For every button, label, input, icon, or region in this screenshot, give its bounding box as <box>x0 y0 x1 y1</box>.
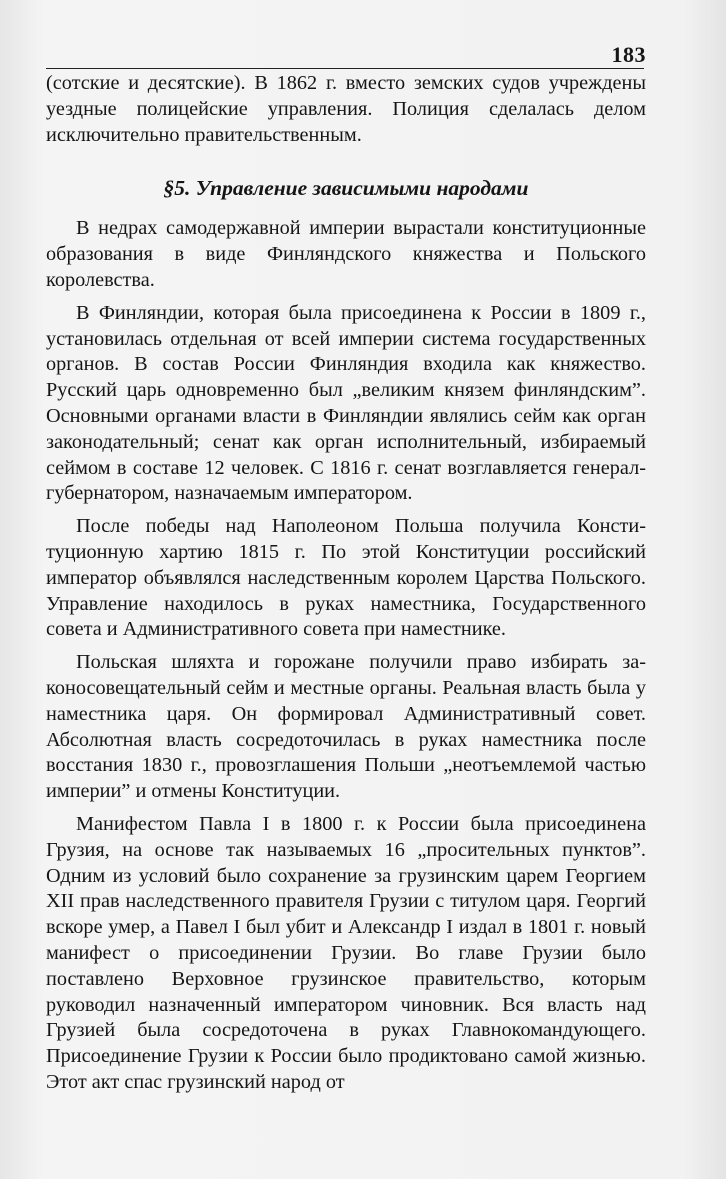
paragraph-4: Польская шляхта и горожане получили право избирать законосовещательный сейм и местные органы. Реальная власть была у наместника царя. Он формировал Административный совет. Абсолютная власть сосредоточилась в руках наместника после восстания 1830 г., провозглашения Польши „неотъемлемой частью империи” и отмены Конституции. <box>46 651 646 803</box>
paragraph-5: Манифестом Павла I в 1800 г. к России была присоединена Грузия, на основе так называемых 16 „просительных пунктов”. Одним из условий было сохранение за грузинским царем Георгием XII прав наследственного правителя Грузии с титулом царя. Георгий вскоре умер, а Павел I был убит и Александр I издал в 1801 г. новый манифест о присоединении Грузии. Во главе Грузии было поставлено Верховное грузинское правительство, которым руководил назначенный императором чиновник. Вся власть над Грузией была сосредоточена в руках Главнокомандующего. Присоединение Грузии к России было продиктовано самой жизнью. Этот акт спас грузинский народ от <box>46 812 646 1093</box>
header-rule <box>46 68 644 69</box>
page-body <box>46 71 646 1096</box>
intro-paragraph: (сотские и десятские). В 1862 г. вместо земских судов учреждены уездные полицейские управления. Полиция сделалась делом исключительно правительственным. <box>46 72 646 146</box>
page-number: 183 <box>611 42 646 67</box>
section-heading: §5. Управление зависимыми народами <box>163 176 529 201</box>
paragraph-1: В недрах самодержавной империи вырастали конституционные образования в виде Финляндского княжества и Польского королевства. <box>46 217 646 291</box>
paragraph-2: В Финляндии, которая была присоединена к России в 1809 г., установилась отдельная от всей империи система государственных органов. В состав России Финляндия входила как княжество. Русский царь одновременно был „великим князем финляндским”. Основными органами власти в Финляндии являлись сейм как орган законодательный; сенат как орган исполнительный, избираемый сеймом в составе 12 человек. С 1816 г. сенат возглавляется генерал-губернатором, назначаемым императором. <box>46 301 646 505</box>
paragraph-3: После победы над Наполеоном Польша получила Конституционную хартию 1815 г. По этой Конституции российский император объявлялся наследственным королем Царства Польского. Управление находилось в руках наместника, Государственного совета и Административного совета при наместнике. <box>46 515 646 641</box>
